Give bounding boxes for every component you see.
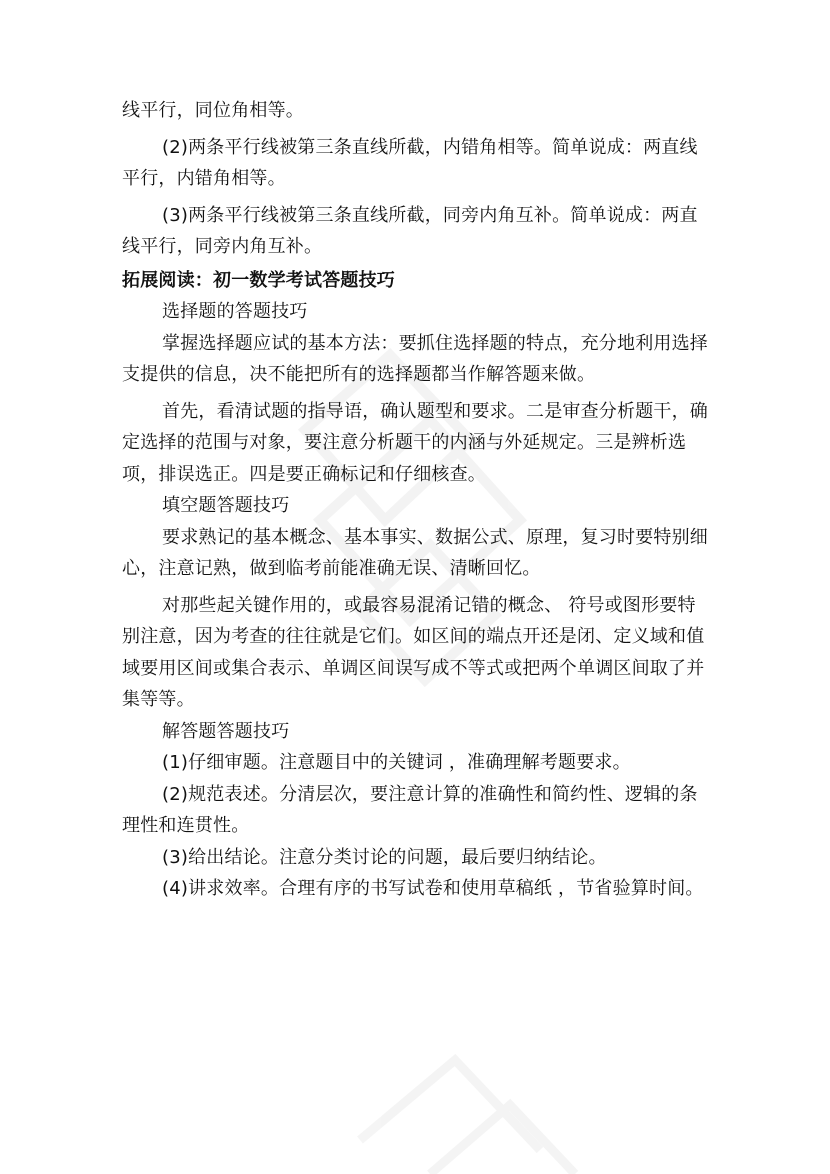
answer-tip-1: (1)仔细审题。注意题目中的关键词 ，准确理解考题要求。 (162, 752, 631, 773)
paragraph-rule-2: (2)两条平行线被第三条直线所截，内错角相等。简单说成：两直线平行，内错角相等。 (122, 136, 698, 189)
fill-blank-paragraph-1: 要求熟记的基本概念、基本事实、数据公式、原理，复习时要特别细心，注意记熟，做到临考前能准确无误、清晰回忆。 (122, 526, 708, 579)
subsection-title-choice: 选择题的答题技巧 (162, 301, 308, 322)
paragraph-continuation: 线平行，同位角相等。 (122, 100, 304, 121)
choice-paragraph-1: 掌握选择题应试的基本方法：要抓住选择题的特点，充分地利用选择支提供的信息，决不能把所有的选择题都当作解答题来做。 (122, 332, 708, 385)
subsection-title-fill-blank: 填空题答题技巧 (162, 495, 290, 516)
answer-tip-2: (2)规范表述。分清层次，要注意计算的准确性和简约性、逻辑的条理性和连贯性。 (122, 783, 698, 836)
document-content (122, 95, 712, 905)
answer-tip-3: (3)给出结论。注意分类讨论的问题，最后要归纳结论。 (162, 846, 607, 868)
subsection-title-answer: 解答题答题技巧 (162, 720, 290, 742)
fill-blank-paragraph-2: 对那些起关键作用的，或最容易混淆记错的概念、 符号或图形要特别注意，因为考查的往往就是它们。如区间的端点开还是闭、定义域和值域要用区间或集合表示、单调区间误写成不等式或把两个单调区间取了并集等等。 (122, 594, 705, 710)
paragraph-rule-3: (3)两条平行线被第三条直线所截，同旁内角互补。简单说成：两直线平行，同旁内角互补。 (122, 204, 698, 257)
choice-paragraph-2: 首先，看清试题的指导语，确认题型和要求。二是审查分析题干，确定选择的范围与对象，要注意分析题干的内涵与外延规定。三是辨析选项，排误选正。四是要正确标记和仔细核查。 (122, 400, 708, 485)
answer-tip-4: (4)讲求效率。合理有序的书写试卷和使用草稿纸 ，节省验算时间。 (162, 878, 704, 899)
section-heading: 拓展阅读：初一数学考试答题技巧 (122, 269, 395, 291)
